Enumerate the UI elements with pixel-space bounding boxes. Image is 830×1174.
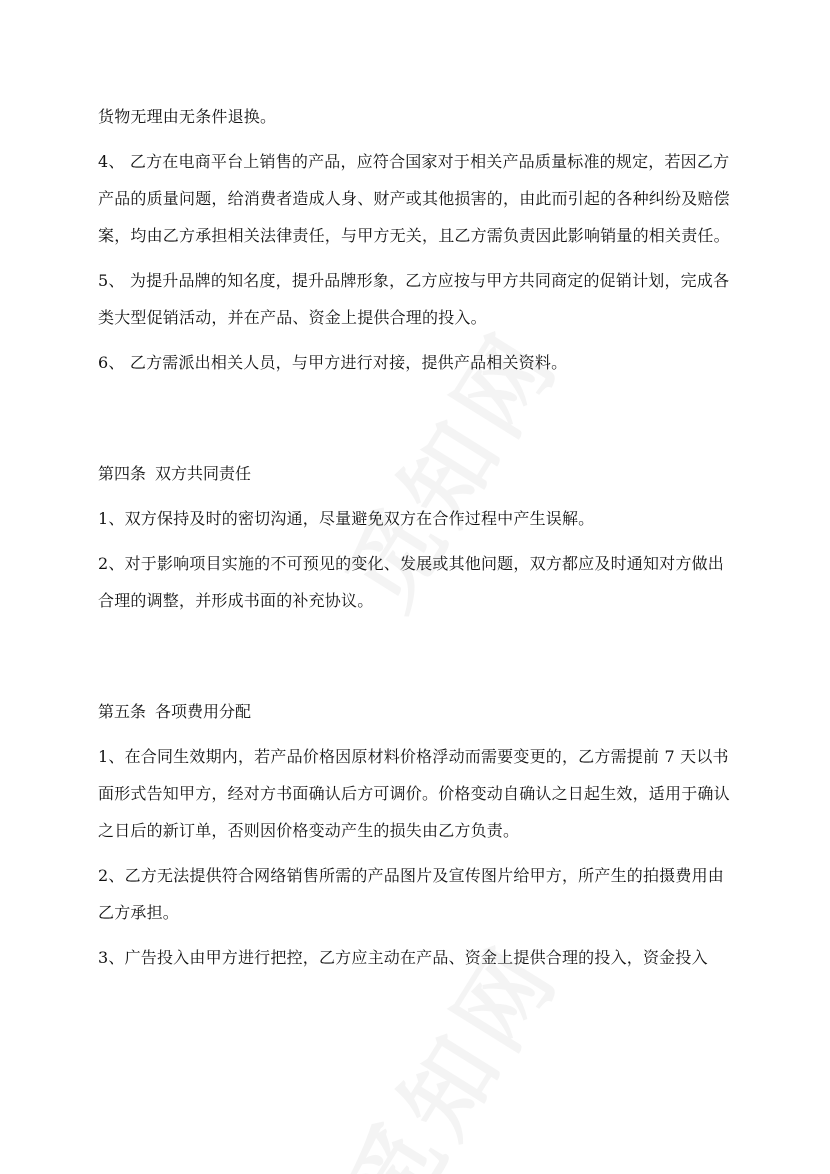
spacer (98, 336, 738, 344)
blank-line (98, 381, 738, 418)
section-item: 3、广告投入由甲方进行把控，乙方应主动在产品、资金上提供合理的投入，资金投入 (98, 948, 708, 967)
paragraph: 6、 乙方需派出相关人员，与甲方进行对接，提供产品相关资料。 (98, 353, 568, 372)
spacer (98, 537, 738, 545)
section-number: 第五条 (98, 702, 147, 721)
blank-line (98, 418, 738, 455)
document-content (98, 98, 738, 976)
section-item: 1、双方保持及时的密切沟通，尽量避免双方在合作过程中产生误解。 (98, 509, 595, 528)
paragraph: 货物无理由无条件退换。 (98, 107, 277, 126)
spacer (98, 931, 738, 939)
section-title: 各项费用分配 (155, 702, 252, 721)
section-number: 第四条 (98, 464, 147, 483)
spacer (98, 849, 738, 857)
spacer (98, 730, 738, 738)
blank-line (98, 656, 738, 693)
section-item: 2、乙方无法提供符合网络销售所需的产品图片及宣传图片给甲方，所产生的拍摄费用由乙方承担。 (98, 866, 724, 922)
paragraph: 5、 为提升品牌的知名度，提升品牌形象，乙方应按与甲方共同商定的促销计划，完成各类大型促销活动，并在产品、资金上提供合理的投入。 (98, 271, 730, 327)
spacer (98, 254, 738, 262)
section-heading (98, 693, 738, 730)
paragraph: 4、 乙方在电商平台上销售的产品，应符合国家对于相关产品质量标准的规定，若因乙方产品的质量问题，给消费者造成人身、财产或其他损害的，由此而引起的各种纠纷及赔偿案，均由乙方承担相关法律责任，与甲方无关，且乙方需负责因此影响销量的相关责任。 (98, 152, 730, 245)
section-heading (98, 455, 738, 492)
section-item: 2、对于影响项目实施的不可预见的变化、发展或其他问题，双方都应及时通知对方做出合理的调整，并形成书面的补充协议。 (98, 554, 724, 610)
spacer (98, 492, 738, 500)
spacer (98, 135, 738, 143)
section-item: 1、在合同生效期内，若产品价格因原材料价格浮动而需要变更的，乙方需提前 7 天以书面形式告知甲方，经对方书面确认后方可调价。价格变动自确认之日起生效，适用于确认之日后的新订单，否则因价格变动产生的损失由乙方负责。 (98, 747, 730, 840)
section-title: 双方共同责任 (155, 464, 252, 483)
blank-line (98, 619, 738, 656)
